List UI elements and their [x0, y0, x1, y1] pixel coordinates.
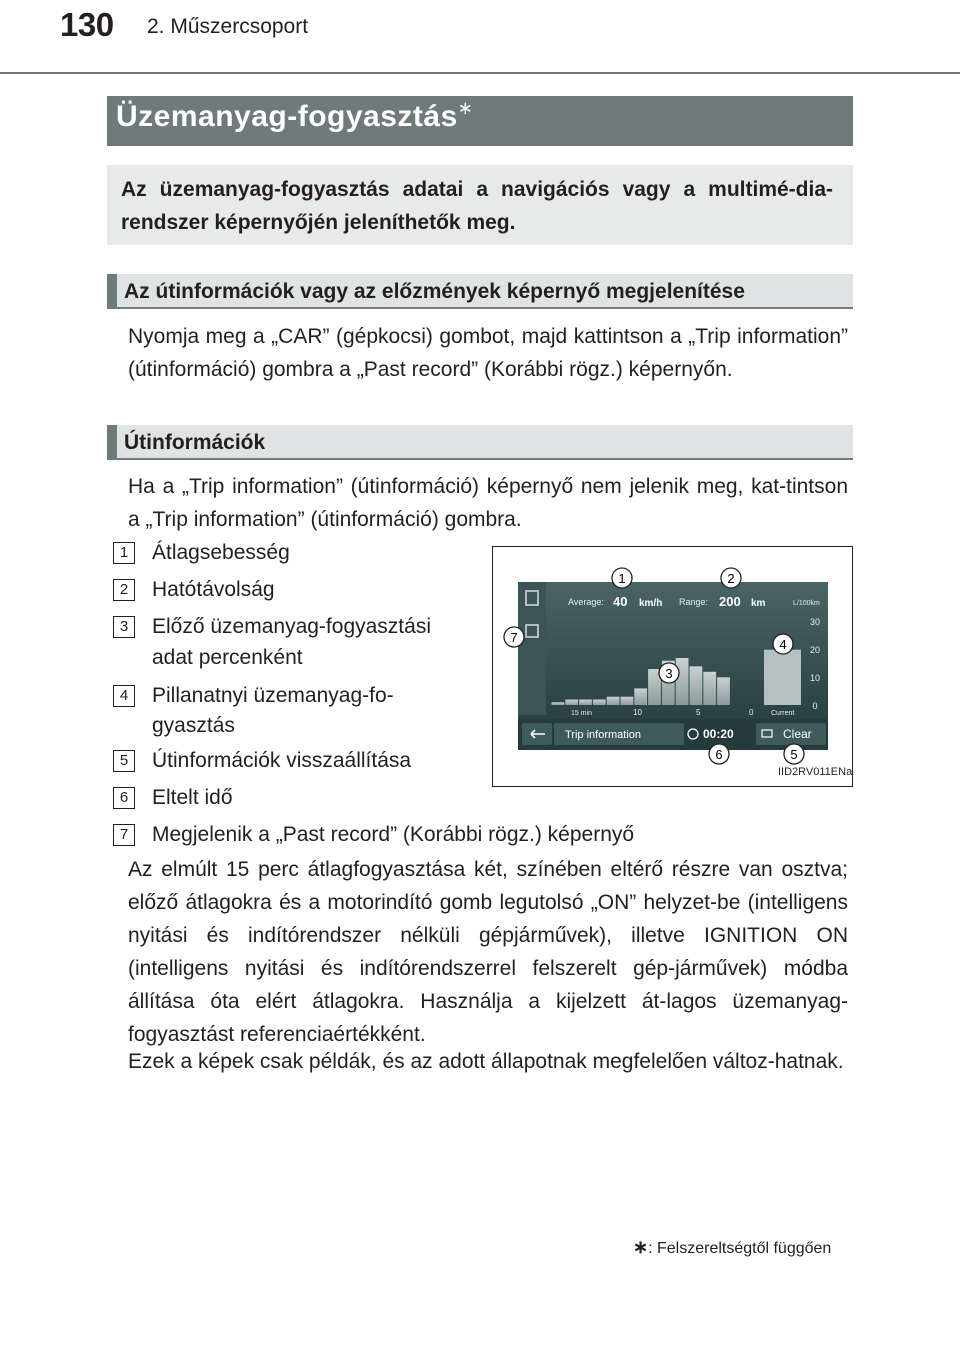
- list-item-text: Útinformációk visszaállítása: [152, 749, 412, 772]
- section-rule: [107, 458, 853, 460]
- unit-label: L/100km: [793, 600, 820, 607]
- range-unit: km: [751, 598, 766, 609]
- callout-number: 2: [727, 571, 735, 586]
- section-heading: Útinformációk: [124, 431, 266, 454]
- elapsed-time: 00:20: [703, 727, 734, 741]
- chapter-title: 2. Műszercsoport: [147, 15, 309, 38]
- item-number-badge: 2: [113, 579, 135, 601]
- item-number-badge: 1: [113, 542, 135, 564]
- section-rule: [107, 307, 853, 309]
- item-number-badge: 7: [113, 824, 135, 846]
- chart-bar: [676, 658, 689, 705]
- figure-caption: IID2RV011ENa: [778, 766, 853, 778]
- item-number-badge: 6: [113, 787, 135, 809]
- list-item-text: Hatótávolság: [152, 578, 275, 601]
- item-number-badge: 5: [113, 750, 135, 772]
- list-item-text: Megjelenik a „Past record” (Korábbi rögz.) képernyő: [152, 823, 635, 846]
- list-item-text: Előző üzemanyag-fogyasztási: [152, 615, 431, 638]
- body-paragraph: Ezek a képek csak példák, és az adott állapotnak megfelelően változ-hatnak.: [128, 1050, 844, 1073]
- screen-illustration: [493, 547, 852, 786]
- side-panel: [518, 582, 546, 715]
- x-tick-label: 10: [633, 708, 642, 717]
- list-item-text: adat percenként: [152, 646, 303, 669]
- range-value: 200: [719, 594, 741, 609]
- title-asterisk: ∗: [457, 98, 474, 118]
- chart-bar: [593, 700, 606, 706]
- x-tick-label: Current: [771, 710, 795, 717]
- callout-number: 1: [618, 571, 626, 586]
- chart-bar: [552, 702, 565, 705]
- footnote: [633, 1237, 831, 1258]
- chart-bar: [717, 677, 730, 705]
- body-paragraph: Az elmúlt 15 perc átlagfogyasztása két, színében eltérő részre van osztva; előző átlagokra és a motorindító gomb legutolsó „ON” helyzet-be (intelligens nyitási és indítórendszer nélküli gépjárművek), illetve IGNITION ON (intelligens nyitási és indítórendszerrel felszerelt gép-járművek) módba állítása óta elért átlagokra. Használja a kijelzett át-lagos üzemanyag-fogyasztást referenciaértékként.: [128, 858, 848, 1046]
- item-number-badge: 3: [113, 616, 135, 638]
- average-unit: km/h: [639, 598, 663, 609]
- section-body: Ha a „Trip information” (útinformáció) képernyő nem jelenik meg, kat-tintson a „Trip information” (útinformáció) gombra.: [128, 475, 848, 531]
- section-body: Nyomja meg a „CAR” (gépkocsi) gombot, majd kattintson a „Trip information” (útinformáció) gombra a „Past record” (Korábbi rögz.) képernyőn.: [128, 325, 848, 381]
- callout-number: 3: [665, 666, 673, 681]
- callout-number: 7: [510, 630, 518, 645]
- y-tick-label: 30: [809, 617, 821, 627]
- x-tick-label: 15 min: [571, 710, 593, 717]
- x-tick-label: 5: [696, 708, 701, 717]
- chart-bar: [579, 700, 592, 706]
- chart-bar: [634, 688, 647, 705]
- average-label: Average:: [568, 597, 604, 607]
- chart-bar: [565, 700, 578, 706]
- screen-figure: [492, 546, 853, 787]
- footnote-text: : Felszereltségtől függően: [648, 1240, 832, 1257]
- trip-information-label: Trip information: [565, 729, 642, 741]
- y-tick-label: 10: [809, 673, 821, 683]
- page-title: [116, 100, 473, 134]
- range-label: Range:: [679, 597, 709, 607]
- list-item-text: gyasztás: [152, 714, 235, 737]
- page-title-text: Üzemanyag-fogyasztás: [116, 100, 458, 133]
- chart-bar: [607, 697, 620, 705]
- chart-bar: [621, 697, 634, 705]
- chart-bar: [690, 666, 703, 705]
- y-tick-label: 0: [812, 701, 818, 711]
- list-item-text: Eltelt idő: [152, 786, 233, 809]
- callout-number: 6: [715, 747, 723, 762]
- list-item-text: Pillanatnyi üzemanyag-fo-: [152, 684, 394, 707]
- page-number: 130: [60, 6, 114, 43]
- average-value: 40: [613, 594, 628, 609]
- intro-text: Az üzemanyag-fogyasztás adatai a navigációs vagy a multimé-dia-rendszer képernyőjén jeleníthetők meg.: [121, 178, 833, 234]
- chart-bar: [703, 672, 716, 705]
- current-consumption-bar: [764, 650, 801, 705]
- footnote-asterisk: ∗: [633, 1237, 649, 1257]
- list-item-text: Átlagsebesség: [152, 541, 290, 564]
- clear-label: Clear: [783, 727, 812, 741]
- item-number-badge: 4: [113, 685, 135, 707]
- callout-number: 5: [790, 747, 798, 762]
- section-heading: Az útinformációk vagy az előzmények képernyő megjelenítése: [124, 280, 745, 303]
- y-tick-label: 20: [809, 645, 821, 655]
- x-tick-label: 0: [749, 708, 754, 717]
- header-divider: [0, 72, 960, 74]
- callout-number: 4: [779, 637, 787, 652]
